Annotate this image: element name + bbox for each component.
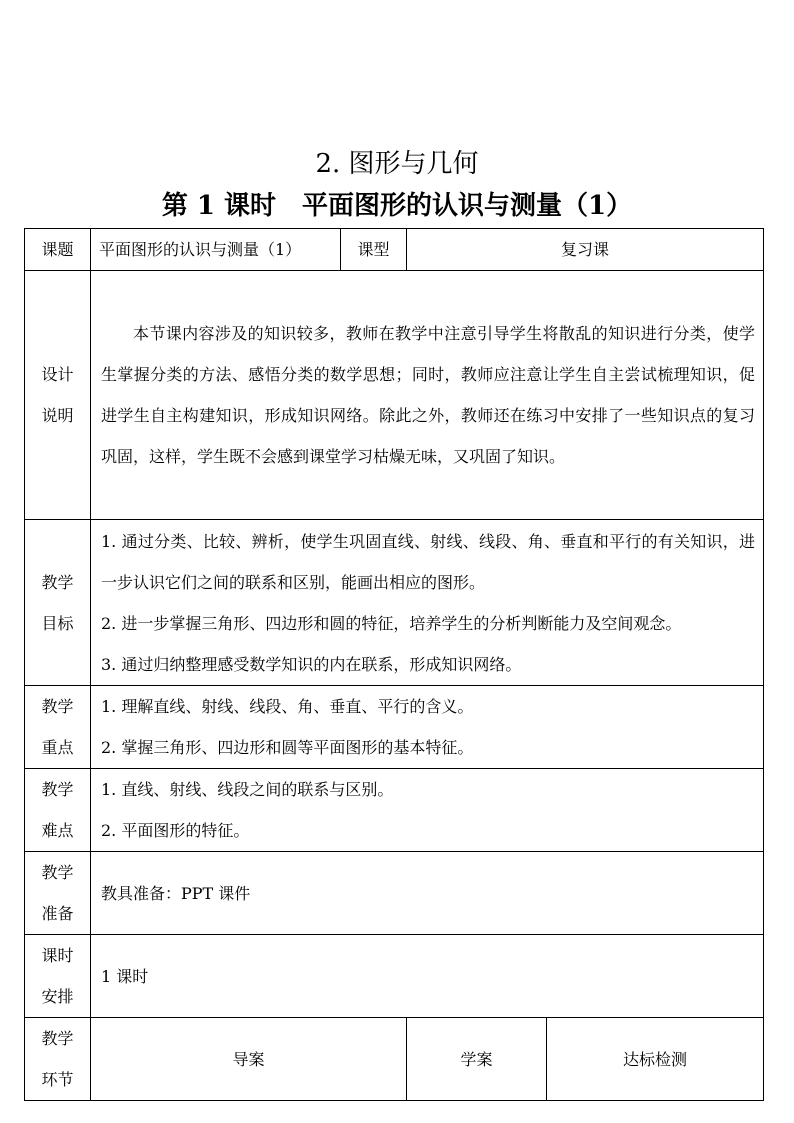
topic-row <box>25 229 764 271</box>
goal-item-3: 3. 通过归纳整理感受数学知识的内在联系，形成知识网络。 <box>101 654 522 674</box>
section-label <box>25 1018 91 1101</box>
lesson-title: 第 1 课时 平面图形的认识与测量（1） <box>161 191 633 221</box>
key-cell <box>91 686 764 769</box>
topic-label: 课题 <box>25 229 91 271</box>
section-row <box>25 1018 764 1101</box>
diff-row <box>25 769 764 852</box>
lesson-plan-table <box>24 228 764 1101</box>
study-column-header: 学案 <box>407 1018 547 1101</box>
time-row <box>25 935 764 1018</box>
key-label-line-2: 重点 <box>41 738 74 757</box>
time-label <box>25 935 91 1018</box>
prep-label-line-2: 准备 <box>41 904 74 923</box>
time-label-line-1: 课时 <box>41 946 74 965</box>
goal-label-line-1: 教学 <box>41 572 74 592</box>
design-row <box>25 271 764 520</box>
prep-label-line-1: 教学 <box>41 863 74 882</box>
diff-label-line-2: 难点 <box>41 821 74 840</box>
type-value: 复习课 <box>407 229 764 271</box>
design-label <box>25 271 91 520</box>
prep-row <box>25 852 764 935</box>
goal-label-line-2: 目标 <box>41 613 74 633</box>
topic-value: 平面图形的认识与测量（1） <box>91 229 341 271</box>
guide-column-header: 导案 <box>91 1018 407 1101</box>
diff-label-line-1: 教学 <box>41 780 74 799</box>
diff-cell <box>91 769 764 852</box>
key-label-line-1: 教学 <box>41 697 74 716</box>
goal-cell <box>91 520 764 686</box>
unit-title: 2. 图形与几何 <box>315 149 479 179</box>
goal-item-2: 2. 进一步掌握三角形、四边形和圆的特征，培养学生的分析判断能力及空间观念。 <box>101 613 682 633</box>
key-row <box>25 686 764 769</box>
design-label-line-1: 设计 <box>41 365 74 384</box>
time-label-line-2: 安排 <box>41 987 74 1006</box>
diff-label <box>25 769 91 852</box>
design-text-cell <box>91 271 764 520</box>
check-column-header: 达标检测 <box>547 1018 764 1101</box>
type-label: 课型 <box>341 229 407 271</box>
key-label <box>25 686 91 769</box>
time-value: 1 课时 <box>91 935 764 1018</box>
section-label-line-2: 环节 <box>41 1070 74 1089</box>
diff-item-1: 1. 直线、射线、线段之间的联系与区别。 <box>101 780 394 799</box>
goal-label <box>25 520 91 686</box>
prep-value: 教具准备：PPT 课件 <box>91 852 764 935</box>
key-item-1: 1. 理解直线、射线、线段、角、垂直、平行的含义。 <box>101 697 474 716</box>
design-label-line-2: 说明 <box>41 406 74 425</box>
design-text: 本节课内容涉及的知识较多，教师在教学中注意引导学生将散乱的知识进行分类，使学生掌握分类的方法、感悟分类的数学思想；同时，教师应注意让学生自主尝试梳理知识，促进学生自主构建知识，形成知识网络。除此之外，教师还在练习中安排了一些知识点的复习巩固，这样，学生既不会感到课堂学习枯燥无味，又巩固了知识。 <box>101 324 756 466</box>
diff-item-2: 2. 平面图形的特征。 <box>101 821 250 840</box>
goal-item-1: 1. 通过分类、比较、辨析，使学生巩固直线、射线、线段、角、垂直和平行的有关知识，进一步认识它们之间的联系和区别，能画出相应的图形。 <box>101 531 756 592</box>
goal-row <box>25 520 764 686</box>
key-item-2: 2. 掌握三角形、四边形和圆等平面图形的基本特征。 <box>101 738 474 757</box>
section-label-line-1: 教学 <box>41 1029 74 1048</box>
prep-label <box>25 852 91 935</box>
